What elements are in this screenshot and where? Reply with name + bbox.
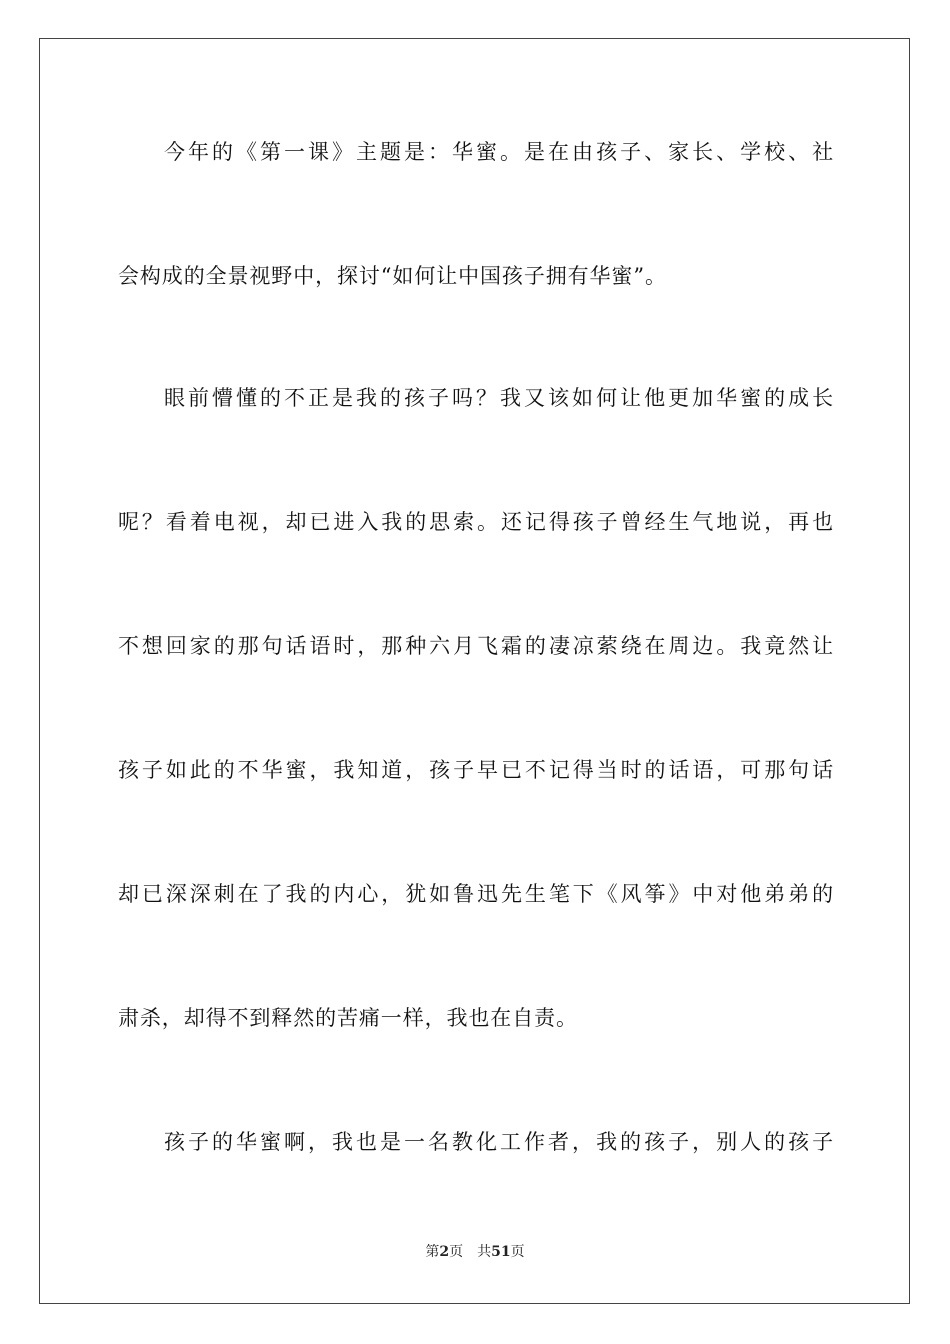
paragraph-1-line-2: 会构成的全景视野中，探讨“如何让中国孩子拥有华蜜”。 [118,264,667,288]
current-page-number: 2 [439,1244,450,1260]
paragraph-2-line-4: 孩子如此的不华蜜，我知道，孩子早已不记得当时的话语，可那句话 [118,758,834,782]
total-unit: 页 [510,1244,525,1260]
paragraph-2-line-3: 不想回家的那句话语时，那种六月飞霜的凄凉萦绕在周边。我竟然让 [118,634,834,658]
page-border [39,38,910,1304]
page-prefix: 第 [425,1244,440,1260]
page-unit: 页 [449,1244,464,1260]
total-page-count: 51 [491,1244,511,1260]
paragraph-1-line-1: 今年的《第一课》主题是：华蜜。是在由孩子、家长、学校、社 [164,140,834,164]
paragraph-2-line-5: 却已深深刺在了我的内心，犹如鲁迅先生笔下《风筝》中对他弟弟的 [118,882,834,906]
paragraph-2-line-2: 呢？看着电视，却已进入我的思索。还记得孩子曾经生气地说，再也 [118,510,834,534]
page-footer [0,1243,950,1261]
total-prefix: 共 [477,1244,492,1260]
paragraph-2-line-6: 肃杀，却得不到释然的苦痛一样，我也在自责。 [118,1006,578,1030]
paragraph-2-line-1: 眼前懵懂的不正是我的孩子吗？我又该如何让他更加华蜜的成长 [164,386,834,410]
paragraph-3-line-1: 孩子的华蜜啊，我也是一名教化工作者，我的孩子，别人的孩子 [164,1130,834,1154]
